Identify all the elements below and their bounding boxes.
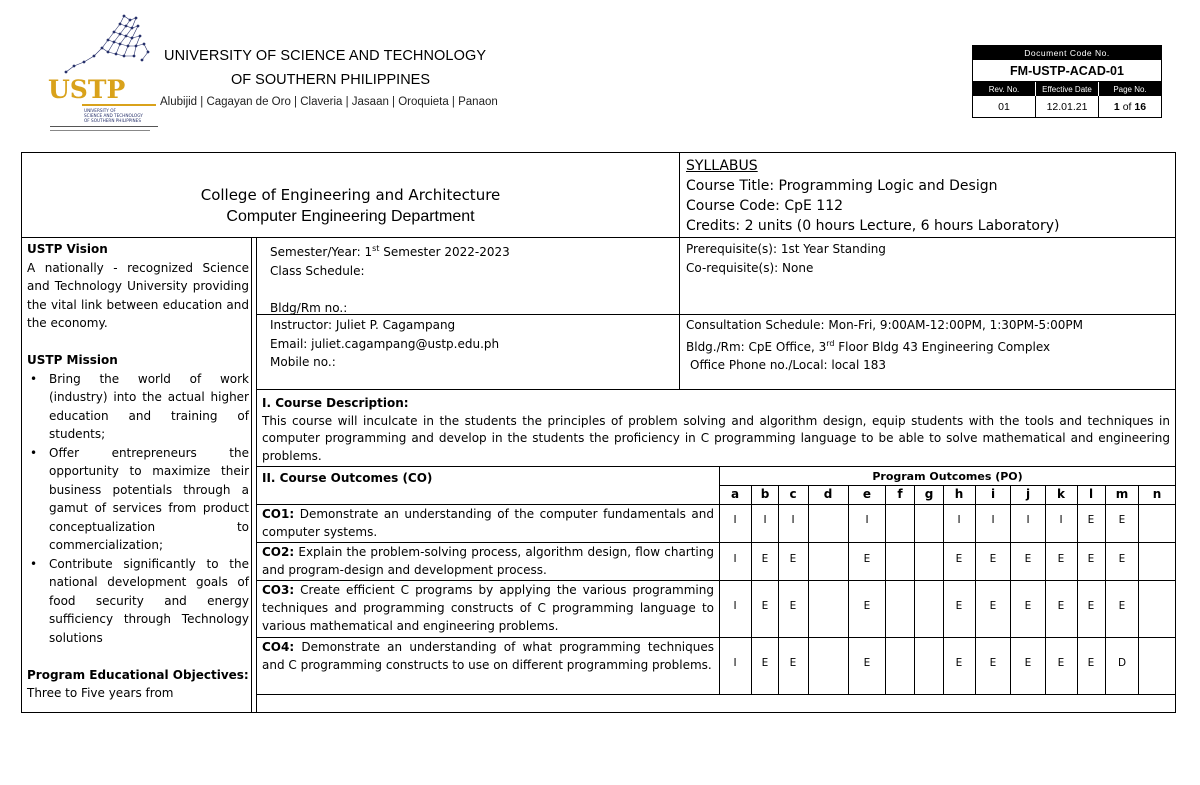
po-cell: E bbox=[761, 657, 769, 669]
mission-item: • Offer entrepreneurs the opportunity to maximize their business potentials through a gamut of services from product conceptualization to commercialization; bbox=[27, 444, 249, 555]
po-cell: E bbox=[1087, 514, 1095, 526]
po-cell: I bbox=[865, 514, 869, 526]
vision-heading: USTP Vision bbox=[27, 242, 108, 256]
po-cell: I bbox=[1059, 514, 1063, 526]
po-cell: E bbox=[789, 600, 797, 612]
po-letter: m bbox=[1115, 487, 1129, 501]
page-value: 1 of 16 bbox=[1113, 101, 1147, 113]
rev-label: Rev. No. bbox=[973, 82, 1036, 96]
po-cell: E bbox=[955, 657, 963, 669]
po-cell: E bbox=[989, 657, 997, 669]
po-letter: k bbox=[1057, 487, 1065, 501]
document-code-box bbox=[972, 45, 1162, 118]
po-heading: Program Outcomes (PO) bbox=[872, 470, 1023, 483]
course-description bbox=[262, 394, 1170, 465]
college-name: College of Engineering and Architecture bbox=[200, 186, 501, 204]
department-name: Computer Engineering Department bbox=[226, 208, 475, 225]
po-cell: E bbox=[1024, 553, 1032, 565]
outcome-row-text: CO4: Demonstrate an understanding of what programming techniques and C programming constructs to use on different programming problems. bbox=[262, 640, 714, 672]
room-number: Bldg/Rm no.: bbox=[270, 300, 348, 315]
po-cell: I bbox=[1026, 514, 1030, 526]
po-letter: l bbox=[1088, 487, 1094, 501]
po-cell: I bbox=[791, 514, 795, 526]
po-cell: E bbox=[789, 657, 797, 669]
mission-heading: USTP Mission bbox=[27, 353, 118, 367]
svg-text:SCIENCE AND TECHNOLOGY: SCIENCE AND TECHNOLOGY bbox=[84, 113, 143, 118]
office-phone: Office Phone no./Local: local 183 bbox=[690, 358, 887, 372]
date-label: Effective Date bbox=[1036, 82, 1099, 96]
po-cell: E bbox=[863, 600, 871, 612]
semester-cell bbox=[270, 240, 510, 317]
peo-text: Three to Five years from bbox=[27, 686, 174, 700]
syllabus-heading: SYLLABUS bbox=[686, 158, 758, 174]
class-schedule: Class Schedule: bbox=[270, 263, 365, 278]
university-name-line2: OF SOUTHERN PHILIPPINES bbox=[231, 72, 431, 88]
svg-text:UNIVERSITY OF: UNIVERSITY OF bbox=[84, 108, 116, 113]
po-cell: E bbox=[989, 553, 997, 565]
po-cell: I bbox=[763, 514, 767, 526]
semester-year: Semester/Year: 1st Semester 2022-2023 bbox=[270, 244, 510, 259]
po-cell: E bbox=[1118, 600, 1126, 612]
po-cell: I bbox=[733, 553, 737, 565]
po-cell: E bbox=[1118, 553, 1126, 565]
po-cell: E bbox=[1057, 553, 1065, 565]
logo-wordmark: USTP bbox=[48, 75, 126, 104]
mission-list bbox=[27, 370, 249, 648]
mission-item: • Bring the world of work (industry) into the actual higher education and training of students; bbox=[27, 370, 249, 444]
instructor-name: Instructor: Juliet P. Cagampang bbox=[270, 318, 456, 332]
po-cell: E bbox=[761, 553, 769, 565]
campus-list: Alubijid | Cagayan de Oro | Claveria | Jasaan | Oroquieta | Panaon bbox=[160, 96, 498, 108]
consultation-schedule: Consultation Schedule: Mon-Fri, 9:00AM-12:00PM, 1:30PM-5:00PM bbox=[686, 318, 1083, 332]
po-cell: I bbox=[733, 600, 737, 612]
date-value: 12.01.21 bbox=[1036, 96, 1099, 118]
requisites-cell bbox=[686, 240, 886, 277]
rev-value: 01 bbox=[973, 96, 1036, 118]
po-cell: I bbox=[991, 514, 995, 526]
po-letter: n bbox=[1152, 487, 1162, 501]
po-cell: E bbox=[789, 553, 797, 565]
po-cell: E bbox=[761, 600, 769, 612]
po-letter: j bbox=[1025, 487, 1031, 501]
po-letter: a bbox=[730, 487, 740, 501]
po-cell: I bbox=[957, 514, 961, 526]
office-location: Bldg./Rm: CpE Office, 3rd Floor Bldg 43 Engineering Complex bbox=[686, 338, 1051, 354]
svg-text:OF SOUTHERN PHILIPPINES: OF SOUTHERN PHILIPPINES bbox=[84, 118, 141, 123]
po-cell: E bbox=[1087, 553, 1095, 565]
po-cell: E bbox=[1057, 657, 1065, 669]
po-cell: E bbox=[1118, 514, 1126, 526]
po-cell: E bbox=[955, 553, 963, 565]
po-cell: D bbox=[1117, 657, 1127, 669]
peo-heading: Program Educational Objectives: bbox=[27, 667, 249, 682]
po-letter: i bbox=[990, 487, 996, 501]
po-letter: f bbox=[897, 487, 903, 501]
corequisite: Co-requisite(s): None bbox=[686, 260, 814, 275]
doc-sub-headers bbox=[973, 82, 1161, 96]
po-letter: h bbox=[954, 487, 964, 501]
consultation-cell bbox=[686, 316, 1083, 375]
vision-text: A nationally - recognized Science and Technology University providing the vital link between education and the economy. bbox=[27, 260, 249, 330]
course-credits: Credits: 2 units (0 hours Lecture, 6 hours Laboratory) bbox=[686, 218, 1060, 234]
outcome-row-text: CO3: Create efficient C programs by applying the various programming techniques and programming constructs of C programming language to various mathematical and engineering problems. bbox=[262, 583, 714, 633]
po-cell: E bbox=[1024, 600, 1032, 612]
po-cell: E bbox=[1024, 657, 1032, 669]
doc-code-value: FM-USTP-ACAD-01 bbox=[973, 60, 1161, 82]
course-title: Course Title: Programming Logic and Design bbox=[686, 178, 998, 194]
po-cell: E bbox=[989, 600, 997, 612]
outcome-row-text: CO1: Demonstrate an understanding of the computer fundamentals and computer systems. bbox=[262, 507, 714, 539]
page-label: Page No. bbox=[1113, 84, 1147, 94]
po-cell: E bbox=[1087, 600, 1095, 612]
po-letter: c bbox=[789, 487, 797, 501]
po-cell: E bbox=[863, 553, 871, 565]
po-letter: d bbox=[823, 487, 833, 501]
po-letter: e bbox=[862, 487, 872, 501]
po-cell: I bbox=[733, 514, 737, 526]
po-cell: E bbox=[1057, 600, 1065, 612]
outcome-row-text: CO2: Explain the problem-solving process, algorithm design, flow charting and program-design and development process. bbox=[262, 545, 714, 577]
doc-values bbox=[973, 96, 1161, 118]
mission-item: • Contribute significantly to the national development goals of food security and energy sufficiency through Technology solutions bbox=[27, 555, 249, 648]
ustp-logo bbox=[44, 12, 162, 136]
po-cell: E bbox=[1087, 657, 1095, 669]
description-text: This course will inculcate in the students the principles of problem solving and algorithm design, equip students with the tools and techniques in computer programming and develop in the students the proficiency in C programming language to be able to solve mathematical and engineering problems. bbox=[262, 413, 1170, 463]
po-cell: E bbox=[863, 657, 871, 669]
left-column bbox=[27, 240, 249, 703]
course-code: Course Code: CpE 112 bbox=[686, 198, 844, 214]
description-heading: I. Course Description: bbox=[262, 396, 409, 410]
syllabus-block bbox=[686, 156, 1060, 236]
po-cell: I bbox=[733, 657, 737, 669]
instructor-cell bbox=[270, 316, 499, 372]
po-letter: b bbox=[760, 487, 770, 501]
instructor-email: Email: juliet.cagampang@ustp.edu.ph bbox=[270, 336, 500, 351]
po-letter: g bbox=[924, 487, 934, 501]
university-name-line1: UNIVERSITY OF SCIENCE AND TECHNOLOGY bbox=[164, 48, 487, 64]
doc-code-title: Document Code No. bbox=[973, 46, 1161, 60]
prerequisite: Prerequisite(s): 1st Year Standing bbox=[686, 242, 886, 256]
instructor-mobile: Mobile no.: bbox=[270, 355, 336, 369]
outcomes-heading: II. Course Outcomes (CO) bbox=[262, 471, 433, 485]
po-cell: E bbox=[955, 600, 963, 612]
